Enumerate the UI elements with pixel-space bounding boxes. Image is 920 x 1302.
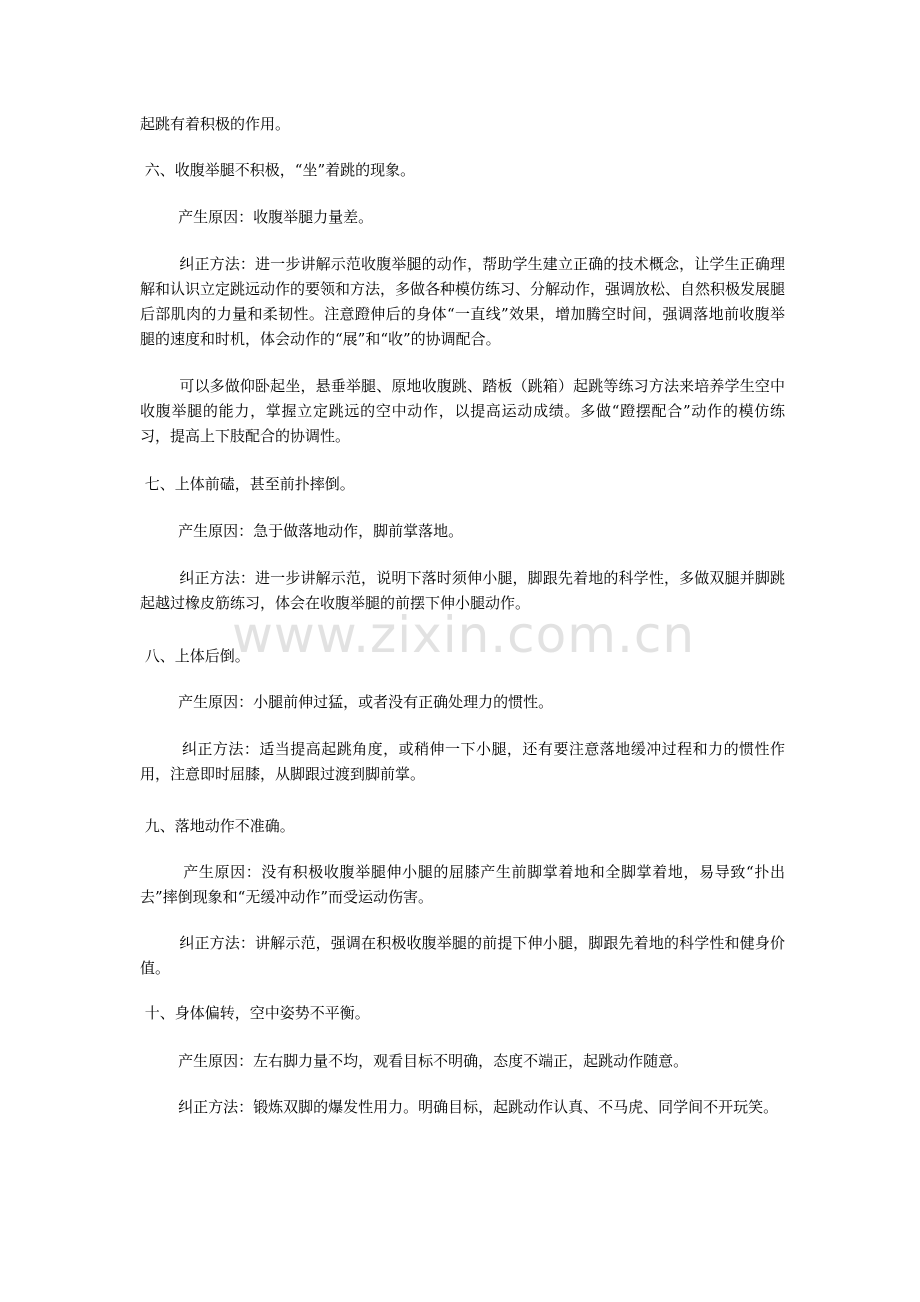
practice-item-6: 可以多做仰卧起坐，悬垂举腿、原地收腹跳、踏板（跳箱）起跳等练习方法来培养学生空中收腹举腿的能力，掌握立定跳远的空中动作，以提高运动成绩。多做“蹬摆配合”动作的模仿练习，提高上下肢配合的协调性。 (140, 377, 785, 445)
correction-item-9: 纠正方法：讲解示范，强调在积极收腹举腿的前提下伸小腿，脚跟先着地的科学性和健身价值。 (140, 934, 785, 977)
watermark: www.zixin.com.cn (232, 606, 696, 664)
heading-item-8: 八、上体后倒。 (140, 647, 250, 665)
heading-item-9: 九、落地动作不准确。 (140, 817, 295, 835)
correction-item-6: 纠正方法：进一步讲解示范收腹举腿的动作，帮助学生建立正确的技术概念，让学生正确理解和认识立定跳远动作的要领和方法，多做各种模仿练习、分解动作，强调放松、自然积极发展腿后部肌肉的力量和柔韧性。注意蹬伸后的身体“一直线”效果，增加腾空时间，强调落地前收腹举腿的速度和时机，体会动作的“展”和“收”的协调配合。 (140, 255, 786, 348)
heading-item-10: 十、身体偏转，空中姿势不平衡。 (140, 1004, 370, 1022)
paragraph-continuation: 起跳有着积极的作用。 (140, 115, 291, 133)
heading-item-7: 七、上体前磕，甚至前扑摔倒。 (140, 475, 355, 493)
cause-item-7: 产生原因：急于做落地动作，脚前掌落地。 (140, 522, 464, 540)
cause-item-10: 产生原因：左右脚力量不均，观看目标不明确，态度不端正，起跳动作随意。 (140, 1052, 689, 1070)
heading-item-6: 六、收腹举腿不积极，“坐”着跳的现象。 (140, 161, 416, 179)
cause-item-6: 产生原因：收腹举腿力量差。 (140, 208, 374, 226)
correction-item-7: 纠正方法：进一步讲解示范，说明下落时须伸小腿，脚跟先着地的科学性，多做双腿并脚跳起越过橡皮筋练习，体会在收腹举腿的前摆下伸小腿动作。 (140, 569, 785, 612)
correction-item-8: 纠正方法：适当提高起跳角度，或稍伸一下小腿，还有要注意落地缓冲过程和力的惯性作用，注意即时屈膝，从脚跟过渡到脚前掌。 (140, 740, 785, 783)
cause-item-8: 产生原因：小腿前伸过猛，或者没有正确处理力的惯性。 (140, 693, 554, 711)
correction-item-10: 纠正方法：锻炼双脚的爆发性用力。明确目标，起跳动作认真、不马虎、同学间不开玩笑。 (140, 1098, 779, 1116)
cause-item-9: 产生原因：没有积极收腹举腿伸小腿的屈膝产生前脚掌着地和全脚掌着地，易导致“扑出去”摔倒现象和“无缓冲动作”而受运动伤害。 (140, 863, 785, 906)
